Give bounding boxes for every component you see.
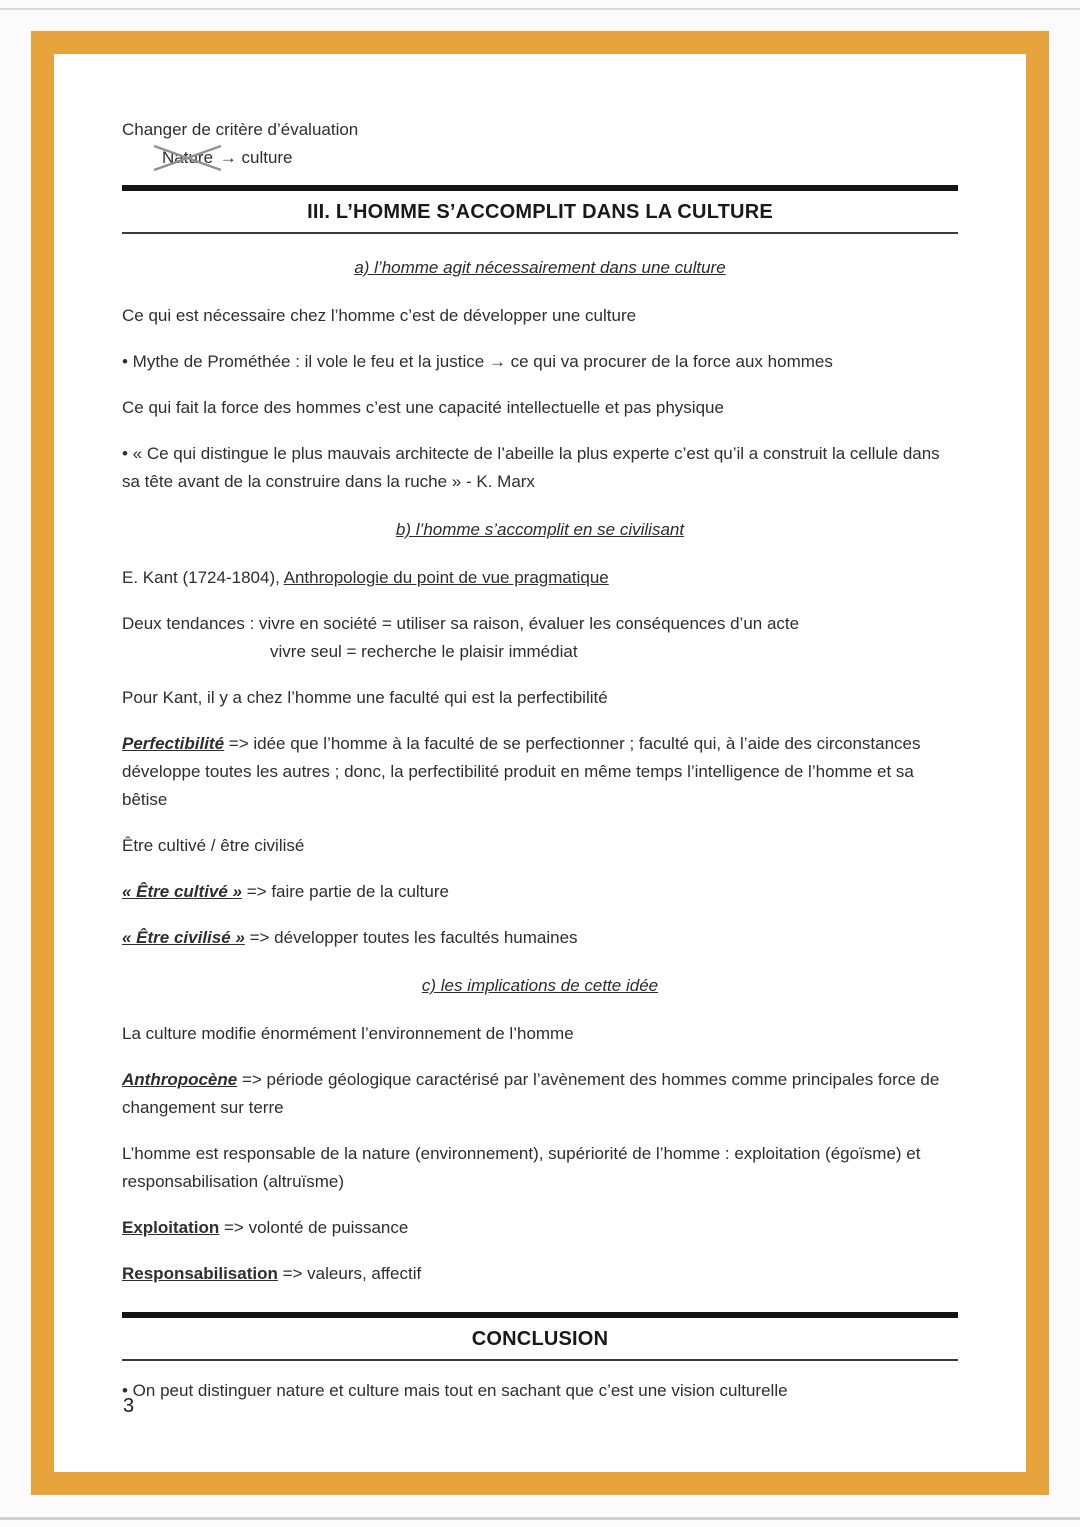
conclusion-title: CONCLUSION — [471, 1328, 609, 1350]
page-frame — [31, 31, 1049, 1495]
page-number: 3 — [123, 1395, 135, 1417]
top-note-line2 — [122, 144, 958, 172]
page-edge-bottom — [0, 1517, 1080, 1520]
paragraph-conclusion: • On peut distinguer nature et culture mais tout en sachant que c’est une vision culturelle — [122, 1381, 788, 1400]
crossed-word-text: Nature — [162, 148, 214, 167]
tendances-line2: vivre seul = recherche le plaisir immédiat — [270, 642, 578, 661]
kant-reference-prefix: E. Kant (1724-1804), — [122, 568, 284, 587]
kant-book-title: Anthropologie du point de vue pragmatique — [283, 568, 609, 587]
top-note-line2-rest: → culture — [219, 148, 293, 167]
definition-term: « Être civilisé » — [122, 928, 245, 947]
definition-responsabilisation — [122, 1260, 958, 1288]
paragraph-c2: L’homme est responsable de la nature (environnement), supériorité de l’homme : exploitation (égoïsme) et responsabilisation (altruïsme) — [122, 1144, 921, 1191]
definition-perfectibilite — [122, 730, 958, 814]
paragraph-perfectibilite-intro: Pour Kant, il y a chez l’homme une faculté qui est la perfectibilité — [122, 688, 608, 707]
tendances-line1: Deux tendances : vivre en société = utiliser sa raison, évaluer les conséquences d’un acte — [122, 614, 800, 633]
paragraph-a1: Ce qui est nécessaire chez l’homme c’est de développer une culture — [122, 306, 637, 325]
definition-text: => période géologique caractérisé par l’avènement des hommes comme principales force de changement sur terre — [122, 1070, 940, 1117]
paragraph-a3: Ce qui fait la force des hommes c’est une capacité intellectuelle et pas physique — [122, 398, 724, 417]
subsection-heading-c: c) les implications de cette idée — [421, 976, 659, 995]
document-content — [54, 54, 1026, 1472]
definition-anthropocene — [122, 1066, 958, 1122]
definition-term: Perfectibilité — [122, 734, 225, 753]
definition-term: « Être cultivé » — [122, 882, 243, 901]
definition-text: => développer toutes les facultés humaines — [244, 928, 578, 947]
paragraph-cultive-civilise: Être cultivé / être civilisé — [122, 836, 305, 855]
section-title: III. L’HOMME S’ACCOMPLIT DANS LA CULTURE — [307, 201, 773, 223]
paragraph-c1: La culture modifie énormément l’environnement de l’homme — [122, 1024, 574, 1043]
conclusion-rule-bottom — [122, 1359, 958, 1361]
top-note-line1: Changer de critère d’évaluation — [122, 120, 359, 139]
definition-etre-civilise — [122, 924, 958, 952]
crossed-word — [160, 144, 215, 172]
definition-term: Anthropocène — [122, 1070, 238, 1089]
paragraph-a4-quote: • « Ce qui distingue le plus mauvais architecte de l’abeille la plus experte c’est qu’il a construit la cellule dans sa tête avant de la construire dans la ruche » - K. Marx — [122, 444, 940, 491]
definition-term: Exploitation — [122, 1218, 220, 1237]
subsection-heading-a: a) l’homme agit nécessairement dans une culture — [354, 258, 726, 277]
definition-text: => faire partie de la culture — [242, 882, 449, 901]
paragraph-tendances — [122, 610, 958, 666]
section-rule-bottom — [122, 232, 958, 234]
page-edge-top — [0, 8, 1080, 10]
paragraph-kant-reference — [122, 564, 958, 592]
definition-term: Responsabilisation — [122, 1264, 278, 1283]
definition-text: => valeurs, affectif — [277, 1264, 422, 1283]
definition-text: => volonté de puissance — [219, 1218, 409, 1237]
subsection-heading-b: b) l’homme s’accomplit en se civilisant — [395, 520, 685, 539]
definition-text: => idée que l’homme à la faculté de se perfectionner ; faculté qui, à l’aide des circonstances développe toutes les autres ; donc, la perfectibilité produit en même temps l’intelligence de l’homme et sa bêtise — [122, 734, 921, 809]
definition-exploitation — [122, 1214, 958, 1242]
top-note — [122, 116, 958, 172]
definition-etre-cultive — [122, 878, 958, 906]
paragraph-a2-bullet: • Mythe de Prométhée : il vole le feu et la justice → ce qui va procurer de la force aux hommes — [122, 352, 833, 371]
